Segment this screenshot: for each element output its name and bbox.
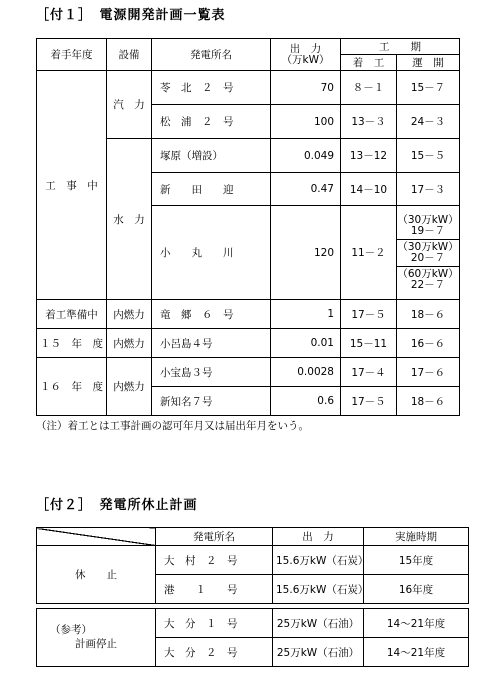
plant-name: 小呂島４号 [152,329,271,358]
planned-stop-label [37,609,156,667]
phase-date: 22－７ [410,278,446,291]
start-date: 15－11 [341,329,397,358]
header-plant-name: 発電所名 [152,39,271,71]
start-date: 11－２ [341,206,397,300]
header-plant-name: 発電所名 [156,528,273,546]
planned-stop-text: 計画停止 [75,638,117,650]
start-date: 17－４ [341,358,397,387]
phase-capacity: （60万kW） [397,267,459,280]
header-start: 着 工 [341,55,397,71]
phase-date: 20－７ [397,253,459,267]
table-row [37,329,460,358]
output-value: 15.6万kW（石炭） [273,575,364,604]
table-row [37,300,460,329]
plant-name: 竜 郷 ６ 号 [152,300,271,329]
power-development-plan-table [36,38,460,416]
plant-name: 小宝島３号 [152,358,271,387]
status-under-construction: 工 事 中 [37,71,107,300]
start-date: ８－１ [341,71,397,105]
output-value: 0.47 [271,173,341,206]
status-fy16: １６ 年 度 [37,358,107,416]
operation-date: 15－５ [397,139,460,173]
plant-name: 小 丸 川 [152,206,271,300]
operation-date: 16－６ [397,329,460,358]
output-value: 0.6 [271,387,341,416]
equipment-internal-combustion: 内燃力 [107,358,152,416]
plant-name: 新知名７号 [152,387,271,416]
output-value: 70 [271,71,341,105]
equipment-hydro: 水 力 [107,139,152,300]
timing-value: 16年度 [364,575,469,604]
plant-name: 塚原（増設） [152,139,271,173]
operation-date: 15－７ [397,71,460,105]
output-value: 120 [271,206,341,300]
plant-name: 大 分 １ 号 [156,609,273,638]
start-date: 13－３ [341,105,397,139]
output-value: 25万kW（石油） [273,638,364,667]
output-value: 0.0028 [271,358,341,387]
table-row [37,358,460,387]
operation-date: 17－６ [397,358,460,387]
timing-value: 14～21年度 [364,609,469,638]
plant-name: 大 分 ２ 号 [156,638,273,667]
operation-date: 24－３ [397,105,460,139]
header-operation: 運 開 [397,55,460,71]
output-value: 0.049 [271,139,341,173]
table-row [37,71,460,105]
equipment-internal-combustion: 内燃力 [107,329,152,358]
header-equipment: 設備 [107,39,152,71]
timing-value: 15年度 [364,546,469,575]
output-value: 25万kW（石油） [273,609,364,638]
start-date: 14－10 [341,173,397,206]
start-date: 17－５ [341,387,397,416]
plant-name: 苓 北 ２ 号 [152,71,271,105]
equipment-thermal: 汽 力 [107,71,152,139]
operation-date: 18－６ [397,387,460,416]
status-preparation: 着工準備中 [37,300,107,329]
table-row [37,609,469,638]
header-start-year: 着手年度 [37,39,107,71]
phase-capacity: （30万kW） [397,213,459,226]
table-row [37,546,469,575]
header-output-unit: （万kW） [281,53,330,66]
start-date: 17－５ [341,300,397,329]
output-value: 15.6万kW（石炭） [273,546,364,575]
timing-value: 14～21年度 [364,638,469,667]
header-corner [37,528,156,546]
operation-date: 18－６ [397,300,460,329]
start-date: 13－12 [341,139,397,173]
output-value: 0.01 [271,329,341,358]
plant-name: 松 浦 ２ 号 [152,105,271,139]
attachment2-title: ［付２］ 発電所休止計画 [36,498,198,513]
footnote: （注）着工とは工事計画の認可年月又は届出年月をいう。 [36,420,309,432]
operation-date: 17－３ [397,173,460,206]
phase-date: 19－７ [397,226,459,240]
header-output: 出 力 [273,528,364,546]
reference-label: （参考） [50,624,92,636]
header-output [271,39,341,71]
plant-name: 新 田 迎 [152,173,271,206]
plant-name: 港 １ 号 [156,575,273,604]
equipment-internal-combustion: 内燃力 [107,300,152,329]
attachment1-title: ［付１］ 電源開発計画一覧表 [36,8,226,23]
output-value: 100 [271,105,341,139]
status-fy15: １５ 年 度 [37,329,107,358]
output-value: 1 [271,300,341,329]
plant-suspension-table [36,527,469,667]
phase-capacity: （30万kW） [397,240,459,253]
header-timing: 実施時期 [364,528,469,546]
header-period: 工 期 [341,39,460,55]
header-output-label: 出 力 [289,42,322,55]
komarugawa-operation-schedule [397,206,460,300]
plant-name: 大 村 ２ 号 [156,546,273,575]
suspension-label: 休 止 [37,546,156,604]
